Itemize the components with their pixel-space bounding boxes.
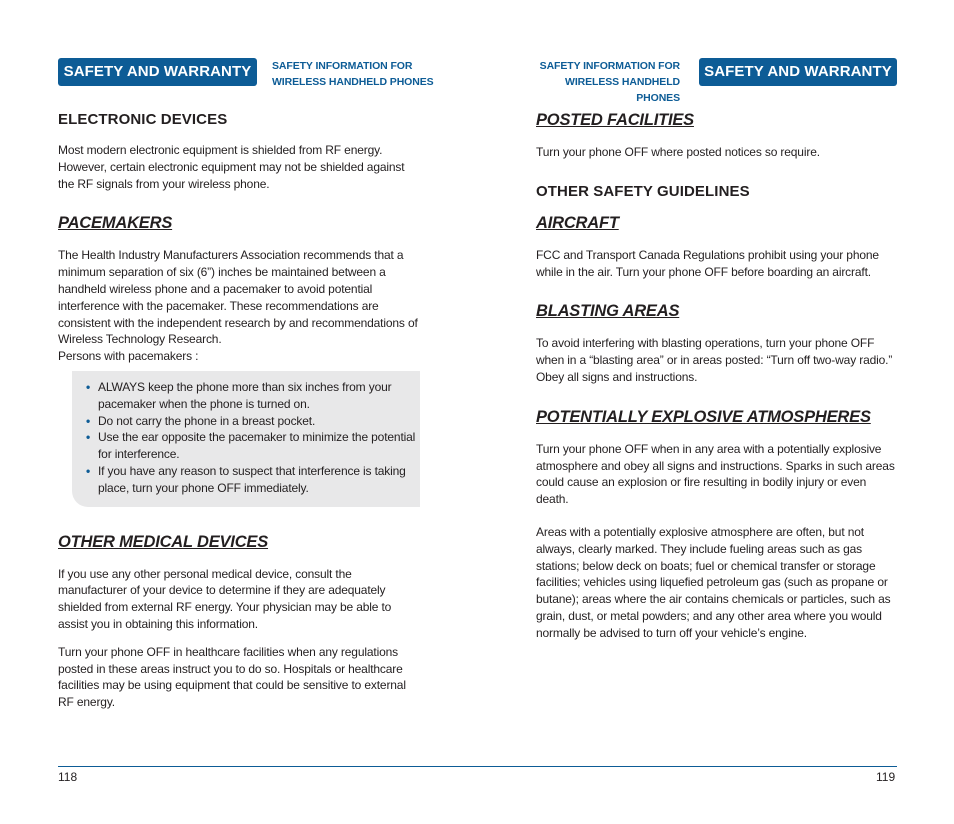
electronic-devices-heading: ELECTRONIC DEVICES [58, 111, 228, 128]
footer-rule [58, 766, 477, 767]
posted-facilities-heading: POSTED FACILITIES [536, 111, 694, 129]
right-page [477, 0, 954, 824]
electronic-devices-body: Most modern electronic equipment is shielded from RF energy. However, certain electronic equipment may not be shielded against the RF signals from your wireless phone. [58, 143, 405, 191]
bullet-icon: • [86, 463, 91, 478]
pacemaker-tips-list [86, 379, 416, 497]
pacemakers-persons: Persons with pacemakers : [58, 349, 199, 364]
right-content [536, 111, 896, 642]
list-item: • If you have any reason to suspect that interference is taking place, turn your phone OFF immediately. [86, 463, 406, 495]
subheader-line-1: SAFETY INFORMATION FOR [539, 60, 680, 72]
bullet-icon: • [86, 379, 91, 394]
blasting-areas-body: To avoid interfering with blasting operations, turn your phone OFF when in a “blasting area” or in areas posted: “Turn off two-way radio.” Obey all signs and instructions. [536, 336, 893, 384]
section-subheader [529, 58, 680, 106]
other-medical-heading: OTHER MEDICAL DEVICES [58, 532, 269, 551]
subheader-line-2: WIRELESS HANDHELD PHONES [565, 76, 680, 104]
explosive-atmospheres-heading: POTENTIALLY EXPLOSIVE ATMOSPHERES [536, 407, 871, 426]
other-medical-body-2: Turn your phone OFF in healthcare facilities when any regulations posted in these areas instruct you to do so. Hospitals or healthcare facilities may be using equipment that could be sensitive to external RF energy. [58, 644, 406, 710]
bullet-icon: • [86, 430, 91, 445]
page-number: 119 [876, 770, 896, 784]
other-medical-body-1: If you use any other personal medical device, consult the manufacturer of your device to determine if they are adequately shielded from external RF energy. Your physician may be able to assist you in obtaining this information. [58, 566, 392, 631]
list-item: • ALWAYS keep the phone more than six inches from your pacemaker when the phone is turned on. [86, 379, 392, 411]
explosive-atmospheres-body-1: Turn your phone OFF when in any area with a potentially explosive atmosphere and obey all signs and instructions. Sparks in such areas could cause an explosion or fire resulting in bodily injury or even death. [536, 441, 895, 507]
footer-rule [477, 766, 897, 767]
subheader-line-1: SAFETY INFORMATION FOR [272, 60, 413, 72]
subheader-line-2: WIRELESS HANDHELD PHONES [272, 76, 434, 88]
list-item: • Do not carry the phone in a breast pocket. [86, 413, 316, 428]
pacemakers-heading: PACEMAKERS [58, 214, 173, 233]
page-number: 118 [58, 770, 78, 784]
section-subheader [272, 58, 434, 90]
explosive-atmospheres-body-2: Areas with a potentially explosive atmosphere are often, but not always, clearly marked. They include fueling areas such as gas stations; below deck on boats; fuel or chemical transfer or storage facilities; vehicles using liquefied petroleum gas (such as propane or butane); areas where the air contains chemicals or particles, such as grain, dust, or metal powders; and any other area where you would normally be advised to turn off your vehicle’s engine. [536, 524, 891, 640]
section-badge: SAFETY AND WARRANTY [699, 58, 897, 86]
list-item: • Use the ear opposite the pacemaker to minimize the potential for interference. [86, 430, 416, 462]
pacemakers-body: The Health Industry Manufacturers Association recommends that a minimum separation of six (6”) inches be maintained between a handheld wireless phone and a pacemaker to avoid potential interference with the pacemaker. These recommendations are consistent with the independent research by and recommendations of Wireless Technology Research. [58, 248, 418, 347]
other-guidelines-heading: OTHER SAFETY GUIDELINES [536, 182, 750, 200]
aircraft-heading: AIRCRAFT [536, 213, 619, 232]
left-content [58, 111, 418, 711]
aircraft-body: FCC and Transport Canada Regulations prohibit using your phone while in the air. Turn your phone OFF before boarding an aircraft. [536, 247, 879, 279]
section-badge: SAFETY AND WARRANTY [58, 58, 257, 86]
posted-facilities-body: Turn your phone OFF where posted notices so require. [536, 145, 820, 159]
pacemaker-tips-box [72, 371, 420, 507]
blasting-areas-heading: BLASTING AREAS [536, 302, 680, 321]
bullet-icon: • [86, 413, 91, 428]
